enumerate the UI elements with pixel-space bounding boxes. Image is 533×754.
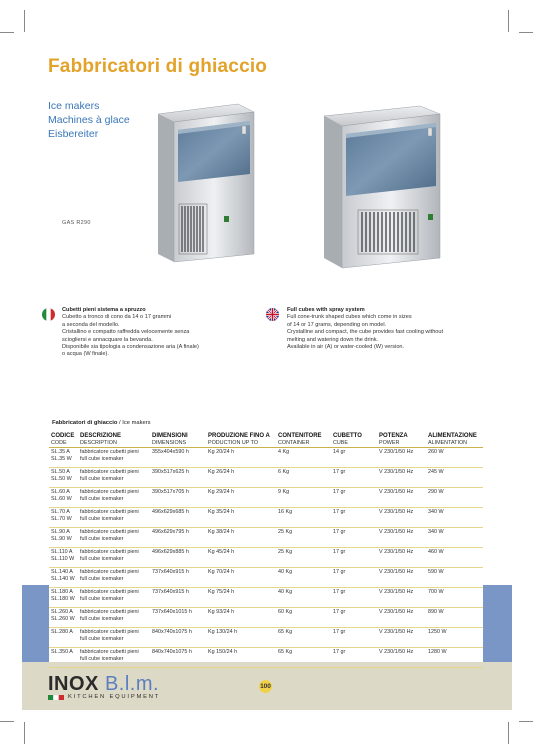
cell-alim-text: 260 W: [428, 449, 444, 456]
table-row: [49, 648, 483, 668]
cell-prod-text: Kg 38/24 h: [208, 529, 235, 536]
cell-desc: [78, 488, 150, 508]
cell-code: [49, 568, 78, 588]
cell-dim: [150, 488, 206, 508]
cell-desc-text: fabbricatore cubetti pieni: [80, 529, 139, 536]
cell-cube: [331, 488, 377, 508]
cell-cont-text: 6 Kg: [278, 469, 290, 476]
cell-desc: [78, 648, 150, 668]
cell-power-text: V 230/1/50 Hz: [379, 509, 414, 516]
cell-cont: [276, 468, 331, 488]
cell-desc-text: fabbricatore cubetti pieni: [80, 489, 139, 496]
cell-power: [377, 528, 426, 548]
cell-cube: [331, 608, 377, 628]
cell-dim-text: 355x404x590 h: [152, 449, 189, 456]
cell-cont-text: 25 Kg: [278, 549, 293, 556]
cell-desc: [78, 548, 150, 568]
cell-code-text: SL.35 A: [51, 449, 70, 456]
cell-dim-text: 737x640x915 h: [152, 589, 189, 596]
cell-code-text: SL.140 W: [51, 575, 75, 582]
cell-power-text: V 230/1/50 Hz: [379, 589, 414, 596]
cell-desc-text: fabbricatore cubetti pieni: [80, 589, 139, 596]
cell-desc-text: fabbricatore cubetti pieni: [80, 509, 139, 516]
cell-desc-text: fabbricatore cubetti pieni: [80, 469, 139, 476]
header-dimensions: DIMENSIONI DIMENSIONS: [150, 432, 206, 448]
cell-alim: [426, 488, 483, 508]
cell-dim-text: 496x629x685 h: [152, 509, 189, 516]
cell-alim-text: 290 W: [428, 489, 444, 496]
cell-code: [49, 628, 78, 648]
cell-code: [49, 448, 78, 468]
cell-desc-text: fabbricatore cubetti pieni: [80, 549, 139, 556]
crop-mark: [24, 10, 25, 32]
description-line: Disponibile sia tipologia a condensazione aria (A finale): [62, 344, 199, 351]
cell-alim: [426, 608, 483, 628]
cell-dim-text: 840x740x1075 h: [152, 629, 192, 636]
cell-cont: [276, 628, 331, 648]
cell-prod-text: Kg 93/24 h: [208, 609, 235, 616]
cell-power-text: V 230/1/50 Hz: [379, 469, 414, 476]
cell-dim: [150, 608, 206, 628]
cell-code: [49, 608, 78, 628]
right-side-band: [483, 585, 512, 662]
cell-cont-text: 4 Kg: [278, 449, 290, 456]
crop-mark: [508, 722, 509, 744]
cell-prod: [206, 548, 276, 568]
cell-alim-text: 590 W: [428, 569, 444, 576]
cell-code: [49, 528, 78, 548]
crop-mark: [508, 10, 509, 32]
cell-desc-text: full cube icemaker: [80, 515, 124, 522]
cell-desc-text: full cube icemaker: [80, 475, 124, 482]
ice-maker-small-image: [150, 102, 260, 270]
cell-prod: [206, 628, 276, 648]
cell-desc: [78, 528, 150, 548]
cell-cube: [331, 548, 377, 568]
cell-dim: [150, 588, 206, 608]
cell-cont: [276, 548, 331, 568]
cell-desc: [78, 448, 150, 468]
cell-code-text: SL.110 W: [51, 555, 75, 562]
cell-cube: [331, 468, 377, 488]
cell-code-text: SL.50 A: [51, 469, 70, 476]
cell-alim: [426, 448, 483, 468]
cell-cont: [276, 648, 331, 668]
cell-desc-text: full cube icemaker: [80, 495, 124, 502]
ice-maker-large-image: [320, 104, 450, 276]
cell-power: [377, 588, 426, 608]
cell-desc-text: fabbricatore cubetti pieni: [80, 449, 139, 456]
brand-main: INOX: [48, 673, 99, 695]
description-line: Cristallino e compatto raffredda velocemente senza: [62, 329, 190, 336]
cell-cont: [276, 488, 331, 508]
description-line: Full cone-trunk shaped cubes which come in sizes: [287, 314, 412, 321]
page-title: Fabbricatori di ghiaccio: [48, 56, 268, 77]
cell-dim: [150, 508, 206, 528]
header-description: DESCRIZIONE DESCRIPTION: [78, 432, 150, 448]
description-line: sciogliersi e annacquare la bevanda.: [62, 336, 153, 343]
cell-cube-text: 17 gr: [333, 649, 346, 656]
table-row: [49, 488, 483, 508]
inox-blm-logo: [48, 673, 161, 700]
cell-power: [377, 508, 426, 528]
cell-cont-text: 40 Kg: [278, 589, 293, 596]
cell-cube: [331, 568, 377, 588]
subtitle-de: Eisbereiter: [48, 128, 99, 140]
cell-prod-text: Kg 29/24 h: [208, 489, 235, 496]
cell-code: [49, 488, 78, 508]
cell-desc: [78, 508, 150, 528]
cell-prod-text: Kg 35/24 h: [208, 509, 235, 516]
page-number: 100: [259, 680, 272, 693]
cell-cube: [331, 508, 377, 528]
cell-cube-text: 17 gr: [333, 549, 346, 556]
header-production: PRODUZIONE FINO A PODUCTION UP TO: [206, 432, 276, 448]
cell-alim: [426, 588, 483, 608]
header-cube: CUBETTO CUBE: [331, 432, 377, 448]
cell-desc-text: full cube icemaker: [80, 555, 124, 562]
cell-code: [49, 548, 78, 568]
cell-prod: [206, 648, 276, 668]
cell-code-text: SL.50 W: [51, 475, 72, 482]
cell-desc: [78, 468, 150, 488]
cell-cont-text: 65 Kg: [278, 629, 293, 636]
table-row: [49, 548, 483, 568]
cell-prod: [206, 508, 276, 528]
table-caption-bold: Fabbricatori di ghiaccio: [52, 420, 118, 426]
cell-dim-text: 390x517x705 h: [152, 489, 189, 496]
cell-desc-text: full cube icemaker: [80, 595, 124, 602]
cell-code-text: SL.90 A: [51, 529, 70, 536]
cell-prod-text: Kg 45/24 h: [208, 549, 235, 556]
cell-alim: [426, 648, 483, 668]
italy-flag-icon: [42, 308, 55, 321]
crop-mark: [0, 721, 14, 722]
cell-cube-text: 17 gr: [333, 509, 346, 516]
cell-power-text: V 230/1/50 Hz: [379, 609, 414, 616]
cell-alim-text: 1250 W: [428, 629, 447, 636]
cell-prod: [206, 528, 276, 548]
cell-dim: [150, 568, 206, 588]
header-power: POTENZA POWER: [377, 432, 426, 448]
cell-code: [49, 468, 78, 488]
cell-cube-text: 17 gr: [333, 529, 346, 536]
cell-cube: [331, 628, 377, 648]
description-italian-heading: Cubetti pieni sistema a spruzzo: [62, 307, 146, 313]
cell-desc-text: fabbricatore cubetti pieni: [80, 569, 139, 576]
cell-alim-text: 890 W: [428, 609, 444, 616]
table-row: [49, 468, 483, 488]
cell-dim-text: 390x517x625 h: [152, 469, 189, 476]
description-english: [287, 307, 443, 351]
cell-code-text: SL.60 W: [51, 495, 72, 502]
cell-desc-text: full cube icemaker: [80, 635, 124, 642]
cell-code: [49, 508, 78, 528]
cell-prod-text: Kg 20/24 h: [208, 449, 235, 456]
description-english-heading: Full cubes with spray system: [287, 307, 365, 313]
cell-dim: [150, 448, 206, 468]
cell-alim: [426, 508, 483, 528]
cell-desc: [78, 568, 150, 588]
crop-mark: [0, 32, 14, 33]
cell-code-text: SL.280 A: [51, 629, 73, 636]
cell-desc-text: full cube icemaker: [80, 535, 124, 542]
cell-code-text: SL.350 A: [51, 649, 73, 656]
cell-prod-text: Kg 130/24 h: [208, 629, 238, 636]
cell-desc-text: fabbricatore cubetti pieni: [80, 649, 139, 656]
cell-power-text: V 230/1/50 Hz: [379, 489, 414, 496]
cell-code-text: SL.260 W: [51, 615, 75, 622]
description-line: of 14 or 17 grams, depending on model.: [287, 321, 387, 328]
cell-dim: [150, 628, 206, 648]
cell-desc-text: full cube icemaker: [80, 655, 124, 662]
cell-cube-text: 17 gr: [333, 569, 346, 576]
subtitle-list: [48, 99, 130, 141]
cell-code-text: SL.180 A: [51, 589, 73, 596]
cell-power: [377, 568, 426, 588]
cell-power-text: V 230/1/50 Hz: [379, 549, 414, 556]
cell-cube: [331, 528, 377, 548]
cell-code-text: SL.90 W: [51, 535, 72, 542]
cell-power: [377, 548, 426, 568]
cell-cont-text: 9 Kg: [278, 489, 290, 496]
description-line: Available in air (A) or water-cooled (W) version.: [287, 344, 405, 351]
cell-dim-text: 496x629x885 h: [152, 549, 189, 556]
cell-prod: [206, 468, 276, 488]
cell-cube-text: 14 gr: [333, 449, 346, 456]
table-header-row: [49, 432, 483, 448]
header-container: CONTENITORE CONTAINER: [276, 432, 331, 448]
cell-cube: [331, 588, 377, 608]
description-italian: [62, 307, 199, 359]
cell-cont-text: 25 Kg: [278, 529, 293, 536]
table-row: [49, 588, 483, 608]
cell-code-text: SL.60 A: [51, 489, 70, 496]
description-line: melting and watering down the drink.: [287, 336, 379, 343]
gas-label: GAS R290: [62, 220, 91, 226]
cell-cube: [331, 648, 377, 668]
table-row: [49, 508, 483, 528]
cell-prod: [206, 448, 276, 468]
table-row: [49, 568, 483, 588]
cell-prod-text: Kg 150/24 h: [208, 649, 238, 656]
cell-cube-text: 17 gr: [333, 589, 346, 596]
ice-maker-spec-table: [49, 432, 483, 668]
cell-alim-text: 340 W: [428, 509, 444, 516]
cell-cont: [276, 448, 331, 468]
subtitle-en: Ice makers: [48, 100, 100, 112]
table-caption: [52, 420, 151, 426]
cell-code: [49, 648, 78, 668]
cell-desc-text: full cube icemaker: [80, 575, 124, 582]
description-line: a seconda del modello.: [62, 321, 120, 328]
cell-power-text: V 230/1/50 Hz: [379, 569, 414, 576]
cell-cont-text: 65 Kg: [278, 649, 293, 656]
cell-alim-text: 340 W: [428, 529, 444, 536]
italy-flag-mini-icon: [48, 695, 64, 700]
cell-cube-text: 17 gr: [333, 629, 346, 636]
cell-desc-text: fabbricatore cubetti pieni: [80, 609, 139, 616]
cell-power: [377, 648, 426, 668]
cell-cont: [276, 528, 331, 548]
cell-power: [377, 488, 426, 508]
cell-desc: [78, 608, 150, 628]
cell-power-text: V 230/1/50 Hz: [379, 529, 414, 536]
cell-alim-text: 245 W: [428, 469, 444, 476]
cell-dim: [150, 548, 206, 568]
cell-dim: [150, 468, 206, 488]
cell-code-text: SL.70 W: [51, 515, 72, 522]
cell-dim-text: 737x640x915 h: [152, 569, 189, 576]
cell-cube-text: 17 gr: [333, 469, 346, 476]
cell-dim-text: 737x640x1015 h: [152, 609, 192, 616]
cell-prod: [206, 488, 276, 508]
cell-prod-text: Kg 70/24 h: [208, 569, 235, 576]
cell-cont: [276, 568, 331, 588]
cell-power-text: V 230/1/50 Hz: [379, 649, 414, 656]
cell-cube-text: 17 gr: [333, 489, 346, 496]
cell-alim: [426, 548, 483, 568]
table-caption-rest: / Ice makers: [117, 420, 151, 426]
table-row: [49, 448, 483, 468]
cell-power-text: V 230/1/50 Hz: [379, 629, 414, 636]
cell-code: [49, 588, 78, 608]
cell-alim: [426, 468, 483, 488]
header-code: CODICE CODE: [49, 432, 78, 448]
cell-prod-text: Kg 26/24 h: [208, 469, 235, 476]
cell-power: [377, 448, 426, 468]
cell-cube: [331, 448, 377, 468]
crop-mark: [24, 722, 25, 744]
cell-dim-text: 840x740x1075 h: [152, 649, 192, 656]
crop-mark: [519, 32, 533, 33]
cell-alim-text: 1280 W: [428, 649, 447, 656]
cell-prod-text: Kg 75/24 h: [208, 589, 235, 596]
description-line: Cubetto a tronco di cono da 14 o 17 grammi: [62, 314, 172, 321]
cell-alim: [426, 528, 483, 548]
cell-cont-text: 16 Kg: [278, 509, 293, 516]
cell-code-text: SL.110 A: [51, 549, 73, 556]
cell-dim-text: 496x629x795 h: [152, 529, 189, 536]
cell-desc: [78, 588, 150, 608]
cell-cont: [276, 608, 331, 628]
cell-dim: [150, 528, 206, 548]
brand-tagline: KITCHEN EQUIPMENT: [68, 694, 161, 700]
cell-cont: [276, 508, 331, 528]
cell-desc-text: fabbricatore cubetti pieni: [80, 629, 139, 636]
cell-dim: [150, 648, 206, 668]
brand-sub: B.l.m.: [98, 673, 160, 695]
crop-mark: [519, 721, 533, 722]
table-row: [49, 608, 483, 628]
cell-cont-text: 60 Kg: [278, 609, 293, 616]
cell-code-text: SL.260 A: [51, 609, 73, 616]
cell-desc-text: full cube icemaker: [80, 615, 124, 622]
cell-code-text: SL.140 A: [51, 569, 73, 576]
cell-power: [377, 628, 426, 648]
cell-code-text: SL.180 W: [51, 595, 75, 602]
cell-code-text: SL.70 A: [51, 509, 70, 516]
cell-cont: [276, 588, 331, 608]
header-alimentation: ALIMENTAZIONE ALIMENTATION: [426, 432, 483, 448]
brand-name: [48, 673, 159, 696]
table-row: [49, 628, 483, 648]
cell-desc-text: full cube icemaker: [80, 455, 124, 462]
cell-power: [377, 608, 426, 628]
cell-cont-text: 40 Kg: [278, 569, 293, 576]
cell-power-text: V 230/1/50 Hz: [379, 449, 414, 456]
left-side-band: [22, 585, 49, 662]
cell-power: [377, 468, 426, 488]
cell-cube-text: 17 gr: [333, 609, 346, 616]
description-line: Crystalline and compact, the cube provides fast cooling without: [287, 329, 444, 336]
cell-alim: [426, 568, 483, 588]
table-row: [49, 528, 483, 548]
cell-prod: [206, 588, 276, 608]
cell-desc: [78, 628, 150, 648]
subtitle-fr: Machines à glace: [48, 114, 130, 126]
description-line: o acqua (W finale).: [62, 351, 109, 358]
cell-prod: [206, 608, 276, 628]
cell-alim-text: 460 W: [428, 549, 444, 556]
uk-flag-icon: [266, 308, 279, 321]
cell-code-text: SL.35 W: [51, 455, 72, 462]
cell-alim: [426, 628, 483, 648]
cell-prod: [206, 568, 276, 588]
cell-alim-text: 700 W: [428, 589, 444, 596]
